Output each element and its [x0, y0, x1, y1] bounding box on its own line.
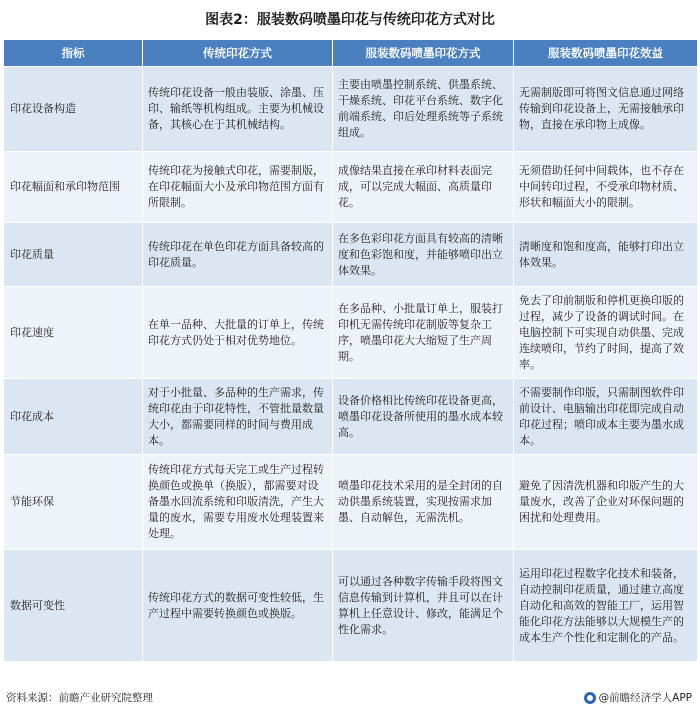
row-benefit: 免去了印前制版和停机更换印版的过程，减少了设备的调试时间。在电脑控制下可实现自动供墨、完成连续喷印，节约了时间，提高了效率。: [514, 287, 698, 379]
table-row: [4, 287, 698, 379]
row-traditional: 传统印花设备一般由装版、涂墨、压印、输纸等机构组成。主要为机械设备，其核心在于其机械结构。: [143, 67, 333, 152]
row-metric: 数据可变性: [4, 550, 143, 662]
row-digital: 可以通过各种数字传输手段将图文信息传输到计算机，并且可以在计算机上任意设计、修改，能满足个性化需求。: [333, 550, 514, 662]
row-traditional: 传统印花方式的数据可变性较低，生产过程中需要转换颜色或换版。: [143, 550, 333, 662]
row-digital: 喷墨印花技术采用的是全封闭的自动供墨系统装置，实现按需求加墨、自动解色，无需洗机。: [333, 455, 514, 550]
row-traditional: 在单一品种、大批量的订单上，传统印花方式仍处于相对优势地位。: [143, 287, 333, 379]
row-traditional: 对于小批量、多品种的生产需求，传统印花由于印花特性，不管批量数量大小，都需要同样的时间与费用成本。: [143, 379, 333, 455]
row-benefit: 运用印花过程数字化技术和装备，自动控制印花质量，通过建立高度自动化和高效的智能工厂，运用智能化印花方法能够以大规模生产的成本生产个性化和定制化的产品。: [514, 550, 698, 662]
footer: [6, 689, 692, 707]
brand-mark: [584, 689, 692, 707]
row-benefit: 无需制版即可将图文信息通过网络传输到印花设备上，无需接触承印物，直接在承印物上成像。: [514, 67, 698, 152]
row-benefit: 无须借助任何中间载体，也不存在中间转印过程，不受承印物材质、形状和幅面大小的限制。: [514, 152, 698, 223]
row-digital: 在多品种、小批量订单上，服装打印机无需传统印花制版等复杂工序，喷墨印花大大缩短了生产周期。: [333, 287, 514, 379]
table-row: [4, 67, 698, 152]
row-benefit: 清晰度和饱和度高，能够打印出立体效果。: [514, 223, 698, 287]
table-row: [4, 152, 698, 223]
header-benefit: 服装数码喷墨印花效益: [514, 40, 698, 67]
brand-logo-icon: [584, 692, 596, 704]
row-metric: 印花幅面和承印物范围: [4, 152, 143, 223]
source-note: 资料来源：前瞻产业研究院整理: [6, 692, 153, 704]
table-row: [4, 550, 698, 662]
table-row: [4, 223, 698, 287]
row-traditional: 传统印花为接触式印花，需要制版，在印花幅面大小及承印物范围方面有所限制。: [143, 152, 333, 223]
row-digital: 设备价格相比传统印花设备更高，喷墨印花设备所使用的墨水成本较高。: [333, 379, 514, 455]
row-traditional: 传统印花方式每天完工或生产过程转换颜色或换单（换版），都需要对设备墨水回流系统和印版清洗，产生大量的废水，需要专用废水处理装置来处理。: [143, 455, 333, 550]
header-metric: 指标: [4, 40, 143, 67]
row-metric: 印花设备构造: [4, 67, 143, 152]
brand-text: @前瞻经济学人APP: [598, 692, 692, 704]
row-digital: 主要由喷墨控制系统、供墨系统、干燥系统、印花平台系统、数字化前端系统、印后处理系统等子系统组成。: [333, 67, 514, 152]
table-row: [4, 455, 698, 550]
row-metric: 节能环保: [4, 455, 143, 550]
table-header-row: [4, 40, 698, 67]
row-metric: 印花速度: [4, 287, 143, 379]
header-traditional: 传统印花方式: [143, 40, 333, 67]
header-digital: 服装数码喷墨印花方式: [333, 40, 514, 67]
row-benefit: 不需要制作印版，只需制图软件印前设计、电脑输出印花即完成自动印花过程；喷印成本主要为墨水成本。: [514, 379, 698, 455]
table-row: [4, 379, 698, 455]
comparison-table: [3, 39, 698, 662]
chart-title: 图表2：服装数码喷墨印花与传统印花方式对比: [205, 12, 495, 28]
row-traditional: 传统印花在单色印花方面具备较高的印花质量。: [143, 223, 333, 287]
row-digital: 成像结果直接在承印材料表面完成，可以完成大幅面、高质量印花。: [333, 152, 514, 223]
row-digital: 在多色彩印花方面具有较高的清晰度和色彩饱和度，并能够喷印出立体效果。: [333, 223, 514, 287]
row-benefit: 避免了因清洗机器和印版产生的大量废水，改善了企业对环保问题的困扰和处理费用。: [514, 455, 698, 550]
row-metric: 印花成本: [4, 379, 143, 455]
row-metric: 印花质量: [4, 223, 143, 287]
